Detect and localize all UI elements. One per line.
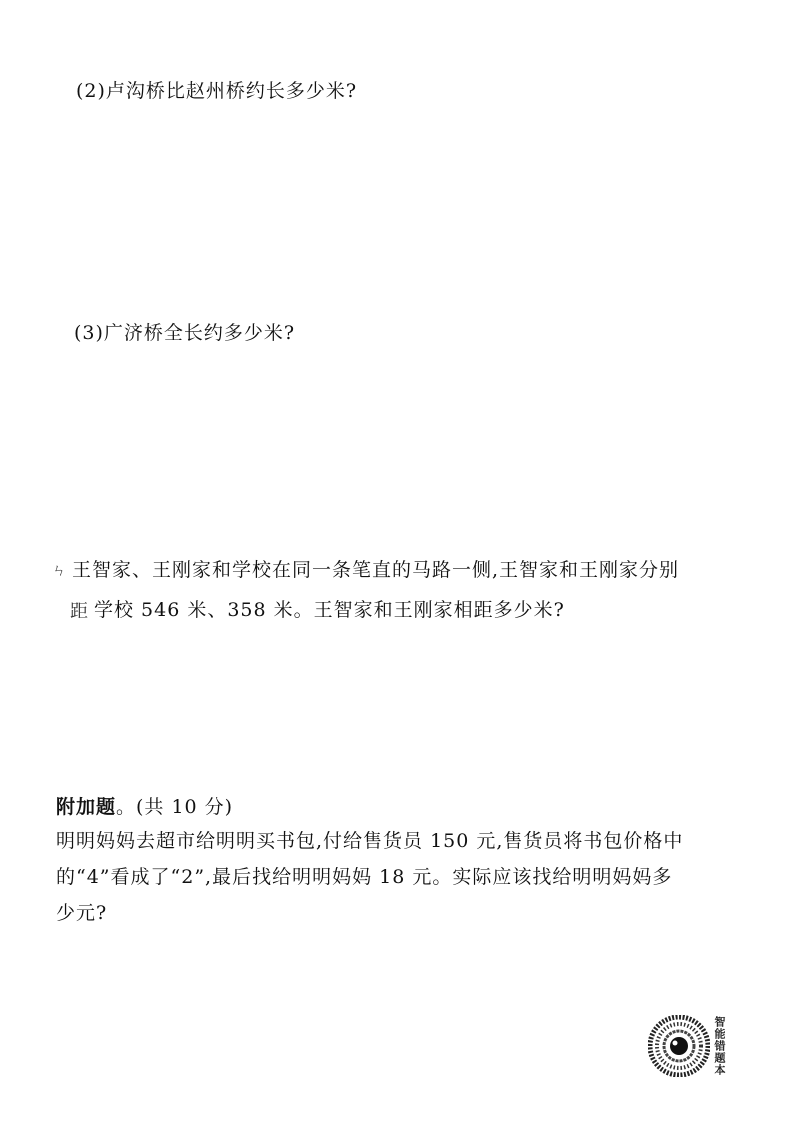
cut-off-number-fragment: ㄣ — [52, 563, 66, 579]
cut-off-char-fragment: 距 — [70, 601, 88, 622]
question-2: (2)卢沟桥比赵州桥约长多少米? — [76, 80, 358, 102]
bonus-heading: 附加题 — [56, 796, 117, 818]
bonus-line-1: 明明妈妈去超市给明明买书包,付给售货员 150 元,售货员将书包价格中 — [56, 830, 684, 852]
stamp-label: 智能错题本 — [713, 1016, 726, 1076]
problem-line-2: 学校 546 米、358 米。王智家和王刚家相距多少米? — [94, 599, 565, 621]
question-3: (3)广济桥全长约多少米? — [74, 322, 296, 344]
bonus-line-3: 少元? — [56, 902, 108, 924]
bonus-line-2: 的“4”看成了“2”,最后找给明明妈妈 18 元。实际应该找给明明妈妈多 — [56, 866, 673, 888]
problem-line-1: 王智家、王刚家和学校在同一条笔直的马路一侧,王智家和王刚家分别 — [72, 559, 680, 581]
bonus-heading-line — [56, 792, 233, 819]
bonus-score: 。(共 10 分) — [116, 796, 234, 818]
qr-code-stamp-icon — [648, 1015, 710, 1077]
